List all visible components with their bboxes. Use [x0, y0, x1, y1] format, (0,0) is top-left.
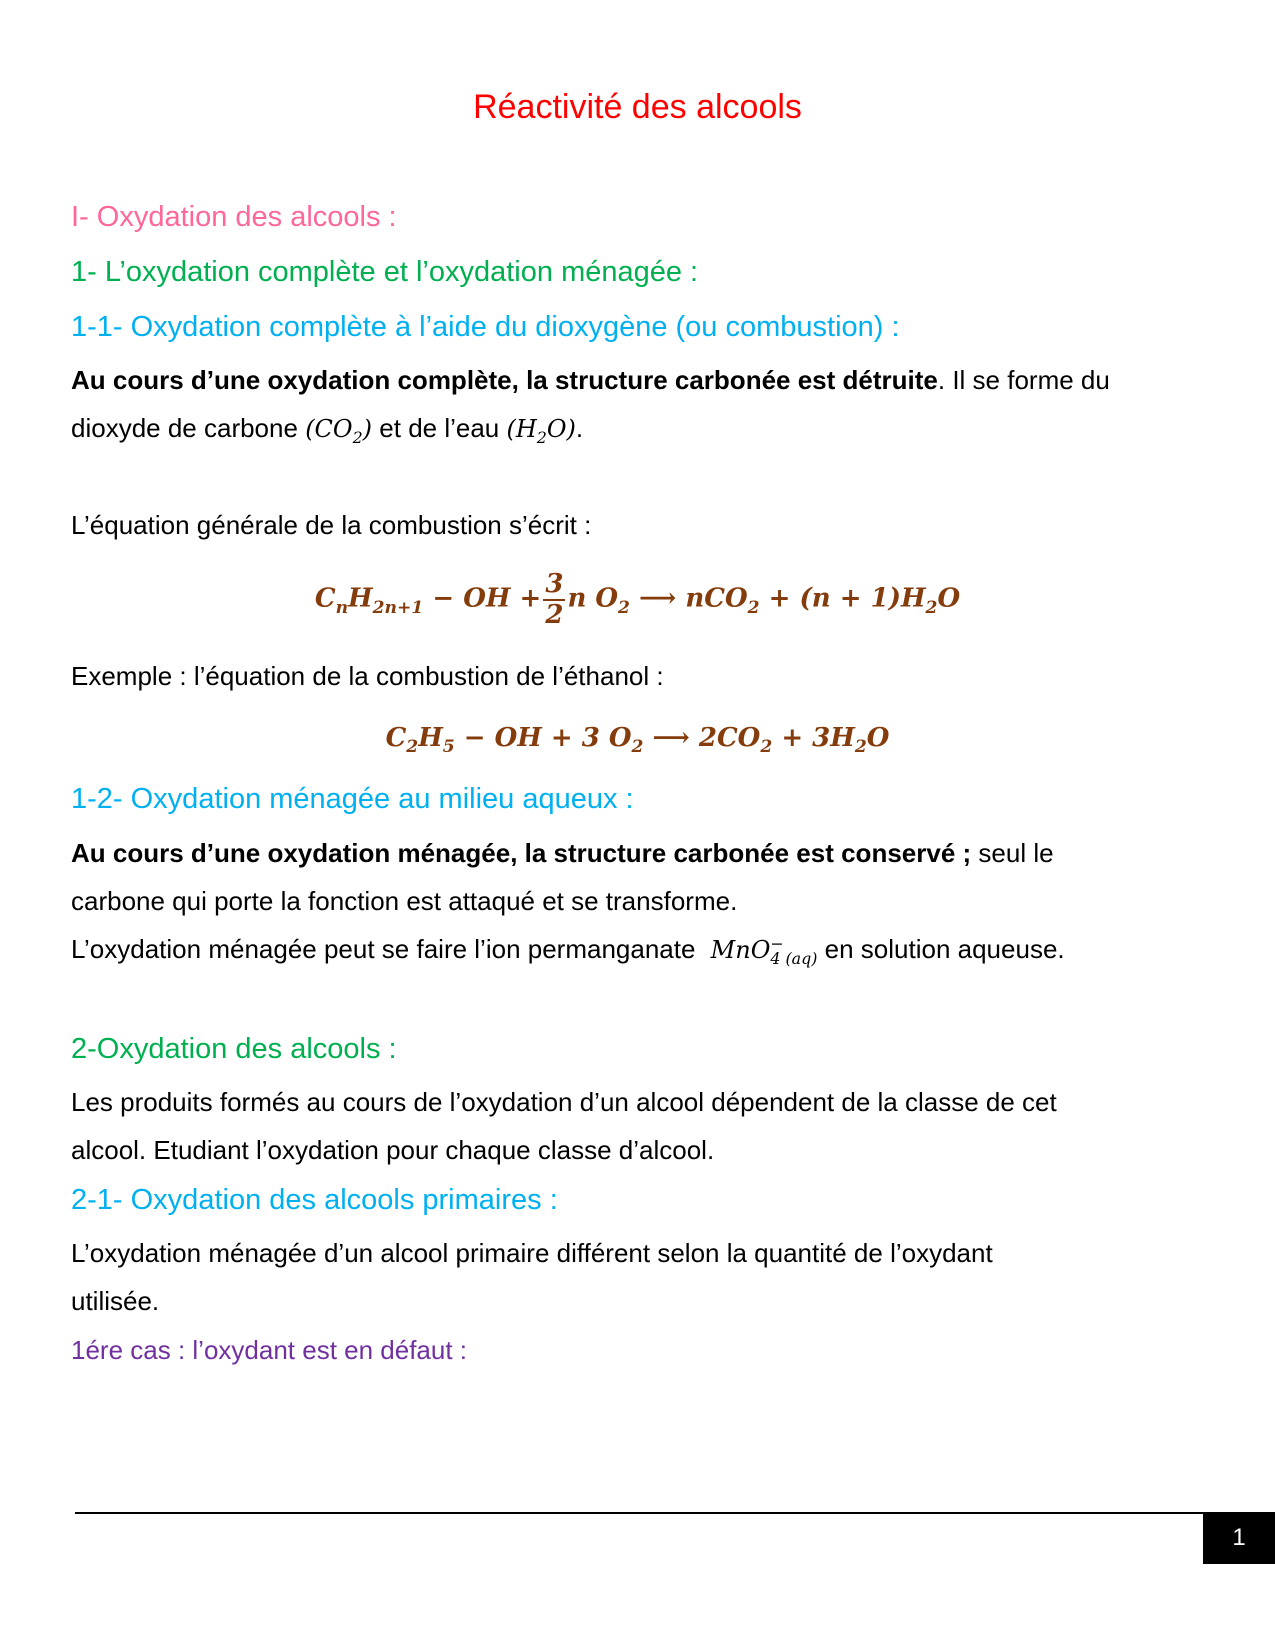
section-heading-oxydation-2: 2-Oxydation des alcools : [71, 1033, 397, 1065]
subheading-menagee: 1-2- Oxydation ménagée au milieu aqueux : [71, 783, 634, 815]
paragraph-permanganate [71, 934, 1065, 966]
formula-co2: $(CO_2)$ [305, 415, 373, 447]
paragraph-primaire-line1: L’oxydation ménagée d’un alcool primaire différent selon la quantité de l’oxydant [71, 1238, 993, 1268]
text-solution: en solution aqueuse. [824, 934, 1065, 964]
general-combustion-equation: $C_nH_{2n+1}$ − OH + $\frac{3}{2}$ n $O_2$ ⟶ $nCO_2 + (n + 1)H_2O$ [314, 569, 961, 630]
paragraph-complete-line1 [71, 365, 1110, 396]
paragraph-produits-line2: alcool. Etudiant l’oxydation pour chaque classe d’alcool. [71, 1135, 715, 1165]
example-intro: Exemple : l’équation de la combustion de l’éthanol : [71, 661, 664, 691]
paragraph-complete-rest: . Il se forme du [937, 365, 1110, 395]
section-heading-oxydation: I- Oxydation des alcools : [71, 201, 397, 233]
paragraph-menagee-bold: Au cours d’une oxydation ménagée, la structure carbonée est conservé ; [71, 838, 972, 868]
paragraph-complete-bold: Au cours d’une oxydation complète, la structure carbonée est détruite [71, 365, 938, 395]
text-permanganate: L’oxydation ménagée peut se faire l’ion permanganate [71, 934, 696, 964]
general-equation-intro: L’équation générale de la combustion s’écrit : [71, 510, 592, 540]
formula-h2o: $(H_2O)$ [506, 415, 576, 447]
paragraph-complete-line2 [71, 413, 583, 447]
case1-heading: 1ére cas : l’oxydant est en défaut : [71, 1335, 468, 1365]
text-dioxyde: dioxyde de carbone [71, 413, 298, 443]
footer-rule [75, 1512, 1203, 1514]
paragraph-menagee-line1 [71, 838, 1054, 869]
paragraph-menagee-line2: carbone qui porte la fonction est attaqué et se transforme. [71, 886, 738, 916]
page-title: Réactivité des alcools [473, 88, 802, 126]
subheading-primaires: 2-1- Oxydation des alcools primaires : [71, 1184, 558, 1216]
paragraph-produits-line1: Les produits formés au cours de l’oxydation d’un alcool dépendent de la classe de cet [71, 1087, 1057, 1117]
paragraph-menagee-rest: seul le [971, 838, 1054, 868]
ethanol-combustion-equation: $C_2H_5$ − OH + 3 $O_2$ ⟶ $2CO_2 + 3H_2O$ [385, 723, 890, 758]
text-period: . [575, 413, 584, 443]
formula-mno4: MnO − 4 (aq) [710, 934, 818, 968]
subheading-complete-menagee: 1- L’oxydation complète et l’oxydation ménagée : [71, 256, 699, 288]
text-eau: et de l’eau [379, 413, 500, 443]
paragraph-primaire-line2: utilisée. [71, 1286, 160, 1316]
subheading-combustion: 1-1- Oxydation complète à l’aide du dioxygène (ou combustion) : [71, 311, 900, 343]
page-number: 1 [1203, 1512, 1275, 1564]
